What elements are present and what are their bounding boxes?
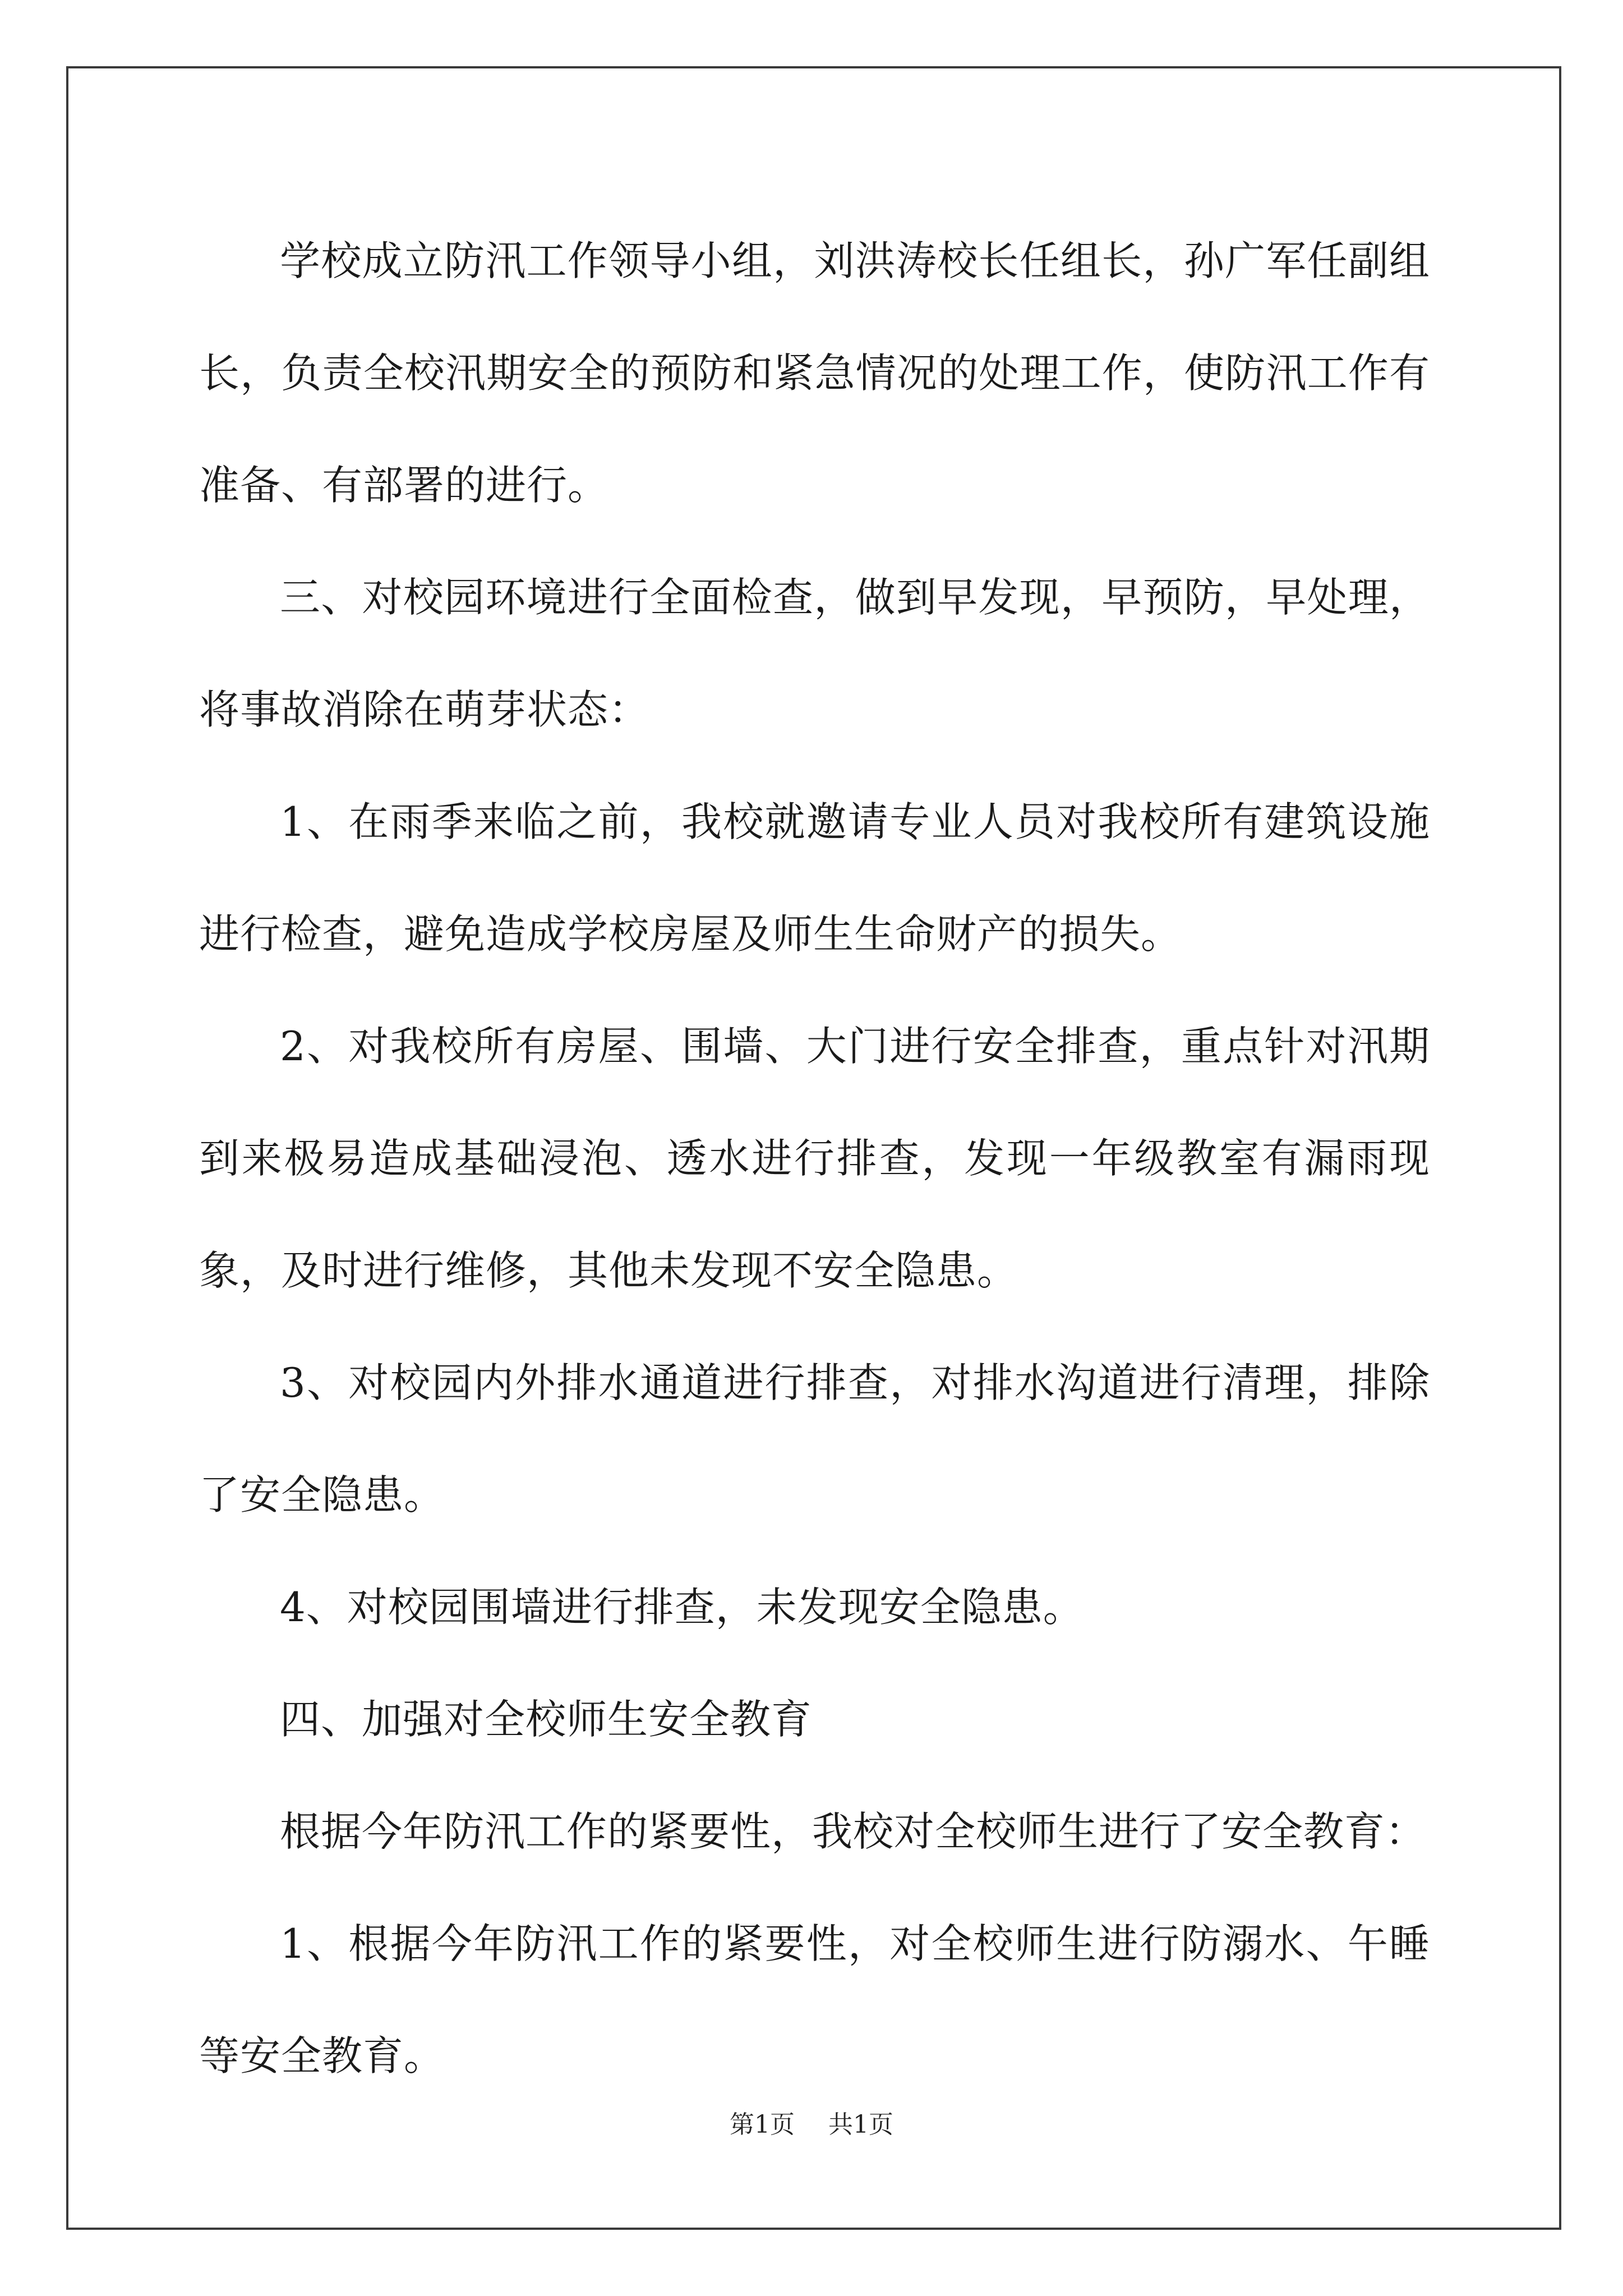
paragraph: 4、对校园围墙进行排查，未发现安全隐患。 — [280, 1584, 1084, 1631]
document-body — [199, 205, 1430, 2112]
page-number: 第1页 — [730, 2110, 795, 2139]
paragraph: 2、对我校所有房屋、围墙、大门进行安全排查，重点针对汛期到来极易造成基础浸泡、透水进行排查，发现一年级教室有漏雨现象，及时进行维修，其他未发现不安全隐患。 — [199, 1023, 1430, 1294]
page-total: 共1页 — [828, 2110, 893, 2139]
paragraph: 1、根据今年防汛工作的紧要性，对全校师生进行防溺水、午睡等安全教育。 — [199, 1920, 1430, 2079]
paragraph: 根据今年防汛工作的紧要性，我校对全校师生进行了安全教育： — [280, 1808, 1427, 1855]
page-footer — [0, 2108, 1623, 2142]
paragraph: 三、对校园环境进行全面检查，做到早发现，早预防，早处理，将事故消除在萌芽状态： — [199, 574, 1430, 733]
paragraph: 学校成立防汛工作领导小组，刘洪涛校长任组长，孙广军任副组长，负责全校汛期安全的预防和紧急情况的处理工作，使防汛工作有准备、有部署的进行。 — [199, 237, 1430, 509]
section-heading: 四、加强对全校师生安全教育 — [280, 1696, 813, 1743]
paragraph: 1、在雨季来临之前，我校就邀请专业人员对我校所有建筑设施进行检查，避免造成学校房屋及师生生命财产的损失。 — [199, 798, 1430, 958]
paragraph: 3、对校园内外排水通道进行排查，对排水沟道进行清理，排除了安全隐患。 — [199, 1359, 1430, 1519]
